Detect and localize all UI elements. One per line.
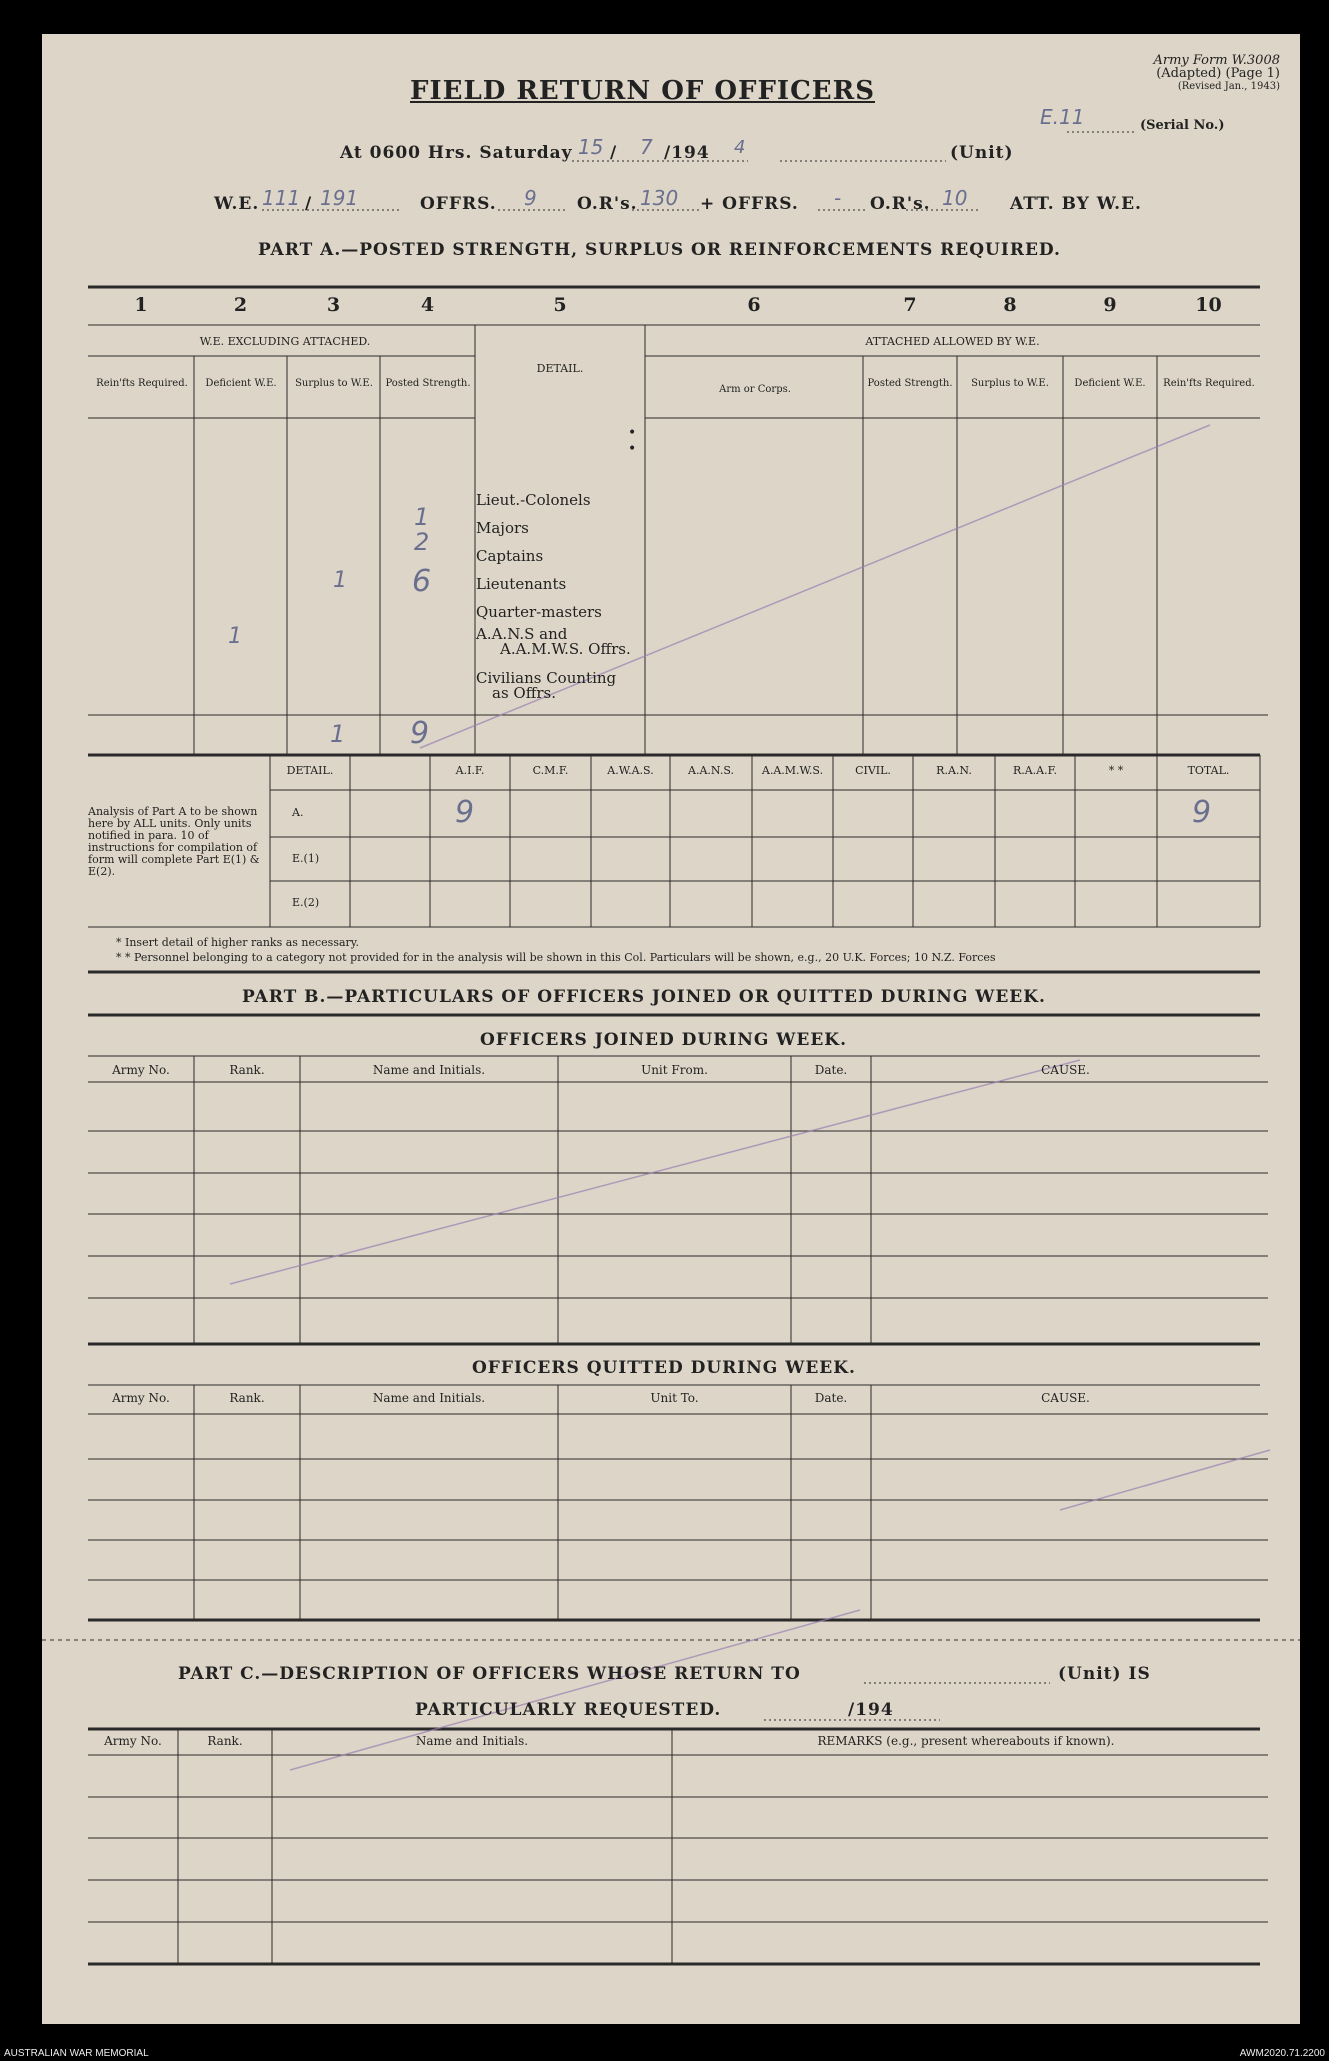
rank-civilians: Civilians Counting as Offrs. [476, 669, 617, 702]
analysis-row-e2: E.(2) [292, 896, 320, 909]
joined-col-header: Date. [814, 1063, 848, 1077]
analysis-header: A.I.F. [455, 764, 485, 777]
analysis-header: * * [1108, 764, 1124, 777]
att-reinfts-header: Rein'fts Required. [1163, 378, 1255, 389]
hw-posted-ltcol: 1 [414, 503, 430, 531]
surplus-header: Surplus to W.E. [295, 378, 373, 389]
column-number: 4 [420, 294, 435, 316]
rank-lieutenant: Lieutenants [476, 575, 567, 593]
year-label: /194 [664, 143, 710, 163]
quitted-col-header: Name and Initials. [372, 1391, 486, 1405]
analysis-header: CIVIL. [855, 764, 891, 777]
part-c-line2: PARTICULARLY REQUESTED. [415, 1700, 722, 1720]
hw-year: 4 [734, 137, 746, 158]
hw-total-a: 9 [1192, 795, 1212, 830]
ors-label: O.R's. [577, 194, 638, 214]
hw-aif-a: 9 [455, 795, 475, 830]
joined-title: OFFICERS JOINED DURING WEEK. [480, 1030, 847, 1050]
column-number: 1 [134, 294, 148, 316]
part-b-title: PART B.—PARTICULARS OF OFFICERS JOINED OR QUITTED DURING WEEK. [242, 987, 1046, 1007]
analysis-header: A.A.N.S. [688, 764, 734, 777]
attached-header: ATTACHED ALLOWED BY W.E. [865, 335, 1040, 348]
footer-right: AWM2020.71.2200 [1239, 2048, 1325, 2059]
deficient-header: Deficient W.E. [205, 378, 277, 389]
joined-col-header: Rank. [229, 1063, 265, 1077]
joined-col-header: Unit From. [641, 1063, 708, 1077]
hw-serial: E.11 [1040, 105, 1085, 129]
part-c-line1: PART C.—DESCRIPTION OF OFFICERS WHOSE RETURN TO [178, 1664, 801, 1684]
hw-deficient: 1 [228, 624, 242, 649]
footer-left: AUSTRALIAN WAR MEMORIAL [4, 2048, 149, 2059]
column-number: 10 [1195, 294, 1222, 316]
hw-offrs: 9 [524, 186, 537, 210]
rank-major: Majors [476, 519, 529, 537]
part-a-title: PART A.—POSTED STRENGTH, SURPLUS OR REINFORCEMENTS REQUIRED. [258, 240, 1061, 260]
column-number: 8 [1003, 294, 1017, 316]
hw-posted-major: 2 [414, 528, 430, 556]
hw-date-month: 7 [640, 135, 653, 159]
hw-offrs2: - [834, 186, 842, 210]
plus-offrs-label: + OFFRS. [700, 194, 799, 214]
analysis-note: Analysis of Part A to be shown here by ALL units. Only units notified in para. 10 of instructions for compilation of form will complete Part E(1) & E(2). [88, 805, 260, 878]
part-c-col-header: Rank. [207, 1734, 243, 1748]
hw-surplus-lt: 1 [333, 568, 347, 593]
analysis-header: A.A.M.W.S. [761, 764, 824, 777]
ors2-label: O.R's. [870, 194, 931, 214]
unit-label: (Unit) [950, 143, 1014, 163]
column-number: 5 [553, 294, 567, 316]
hw-posted-lt: 6 [412, 564, 432, 599]
analysis-header: TOTAL. [1187, 764, 1230, 777]
joined-col-header: Army No. [112, 1063, 170, 1077]
quitted-title: OFFICERS QUITTED DURING WEEK. [472, 1358, 856, 1378]
rank-list [476, 486, 602, 626]
analysis-row-e1: E.(1) [292, 852, 320, 865]
hw-total-surplus: 1 [330, 720, 346, 748]
column-number: 7 [903, 294, 917, 316]
quitted-col-header: CAUSE. [1041, 1391, 1090, 1405]
hw-we1: 111 [262, 186, 301, 210]
att-posted-header: Posted Strength. [867, 378, 953, 389]
column-number: 9 [1103, 294, 1117, 316]
at-time-label: At 0600 Hrs. Saturday [340, 143, 573, 163]
att-label: ATT. BY W.E. [1010, 194, 1142, 214]
quitted-col-header: Date. [814, 1391, 848, 1405]
hw-date-day: 15 [578, 135, 604, 159]
arm-corps-header: Arm or Corps. [719, 384, 791, 395]
hw-total-posted: 9 [410, 716, 430, 751]
analysis-header: R.A.N. [936, 764, 972, 777]
joined-col-header: Name and Initials. [372, 1063, 486, 1077]
offrs-label: OFFRS. [420, 194, 497, 214]
column-number: 6 [747, 294, 761, 316]
hw-we2: 191 [320, 186, 359, 210]
page-title: FIELD RETURN OF OFFICERS [410, 76, 875, 106]
part-c-col-header: Name and Initials. [415, 1734, 529, 1748]
rank-lt-col: Lieut.-Colonels [476, 491, 591, 509]
rank-qm: Quarter-masters [476, 603, 602, 621]
hw-ors: 130 [640, 186, 679, 210]
reinfts-header: Rein'fts Required. [96, 378, 188, 389]
form-adapted: (Adapted) (Page 1) [1156, 66, 1280, 81]
we-label: W.E. [214, 194, 260, 214]
form-number: Army Form W.3008 [1153, 53, 1280, 68]
rank-aans: A.A.N.S and A.A.M.W.S. Offrs. [476, 625, 631, 658]
part-c-year: /194 [848, 1700, 894, 1720]
att-surplus-header: Surplus to W.E. [971, 378, 1049, 389]
quitted-col-header: Rank. [229, 1391, 265, 1405]
part-c-col-header: REMARKS (e.g., present whereabouts if known). [817, 1734, 1115, 1748]
analysis-row-a: A. [292, 806, 304, 819]
analysis-header: C.M.F. [532, 764, 569, 777]
we-excluding-header: W.E. EXCLUDING ATTACHED. [199, 335, 371, 348]
footnote-2: * * Personnel belonging to a category not provided for in the analysis will be shown in this Col. Particulars will be shown, e.g., 20 U.K. Forces; 10 N.Z. Forces [116, 951, 996, 964]
detail-header: DETAIL. [536, 362, 584, 375]
serial-label: (Serial No.) [1140, 118, 1225, 133]
column-number: 3 [326, 294, 341, 316]
analysis-header: R.A.A.F. [1012, 764, 1058, 777]
part-c-col-header: Army No. [104, 1734, 162, 1748]
rank-captain: Captains [476, 547, 544, 565]
quitted-col-header: Unit To. [650, 1391, 699, 1405]
posted-header: Posted Strength. [385, 378, 471, 389]
hw-ors2: 10 [942, 186, 968, 210]
column-number: 2 [233, 294, 248, 316]
analysis-header: DETAIL. [286, 764, 334, 777]
form-revised: (Revised Jan., 1943) [1177, 81, 1280, 92]
footnote-1: * Insert detail of higher ranks as necessary. [116, 936, 360, 949]
analysis-header: A.W.A.S. [607, 764, 654, 777]
quitted-col-header: Army No. [112, 1391, 170, 1405]
part-c-unit-is: (Unit) IS [1058, 1664, 1151, 1684]
att-deficient-header: Deficient W.E. [1074, 378, 1146, 389]
joined-col-header: CAUSE. [1041, 1063, 1090, 1077]
